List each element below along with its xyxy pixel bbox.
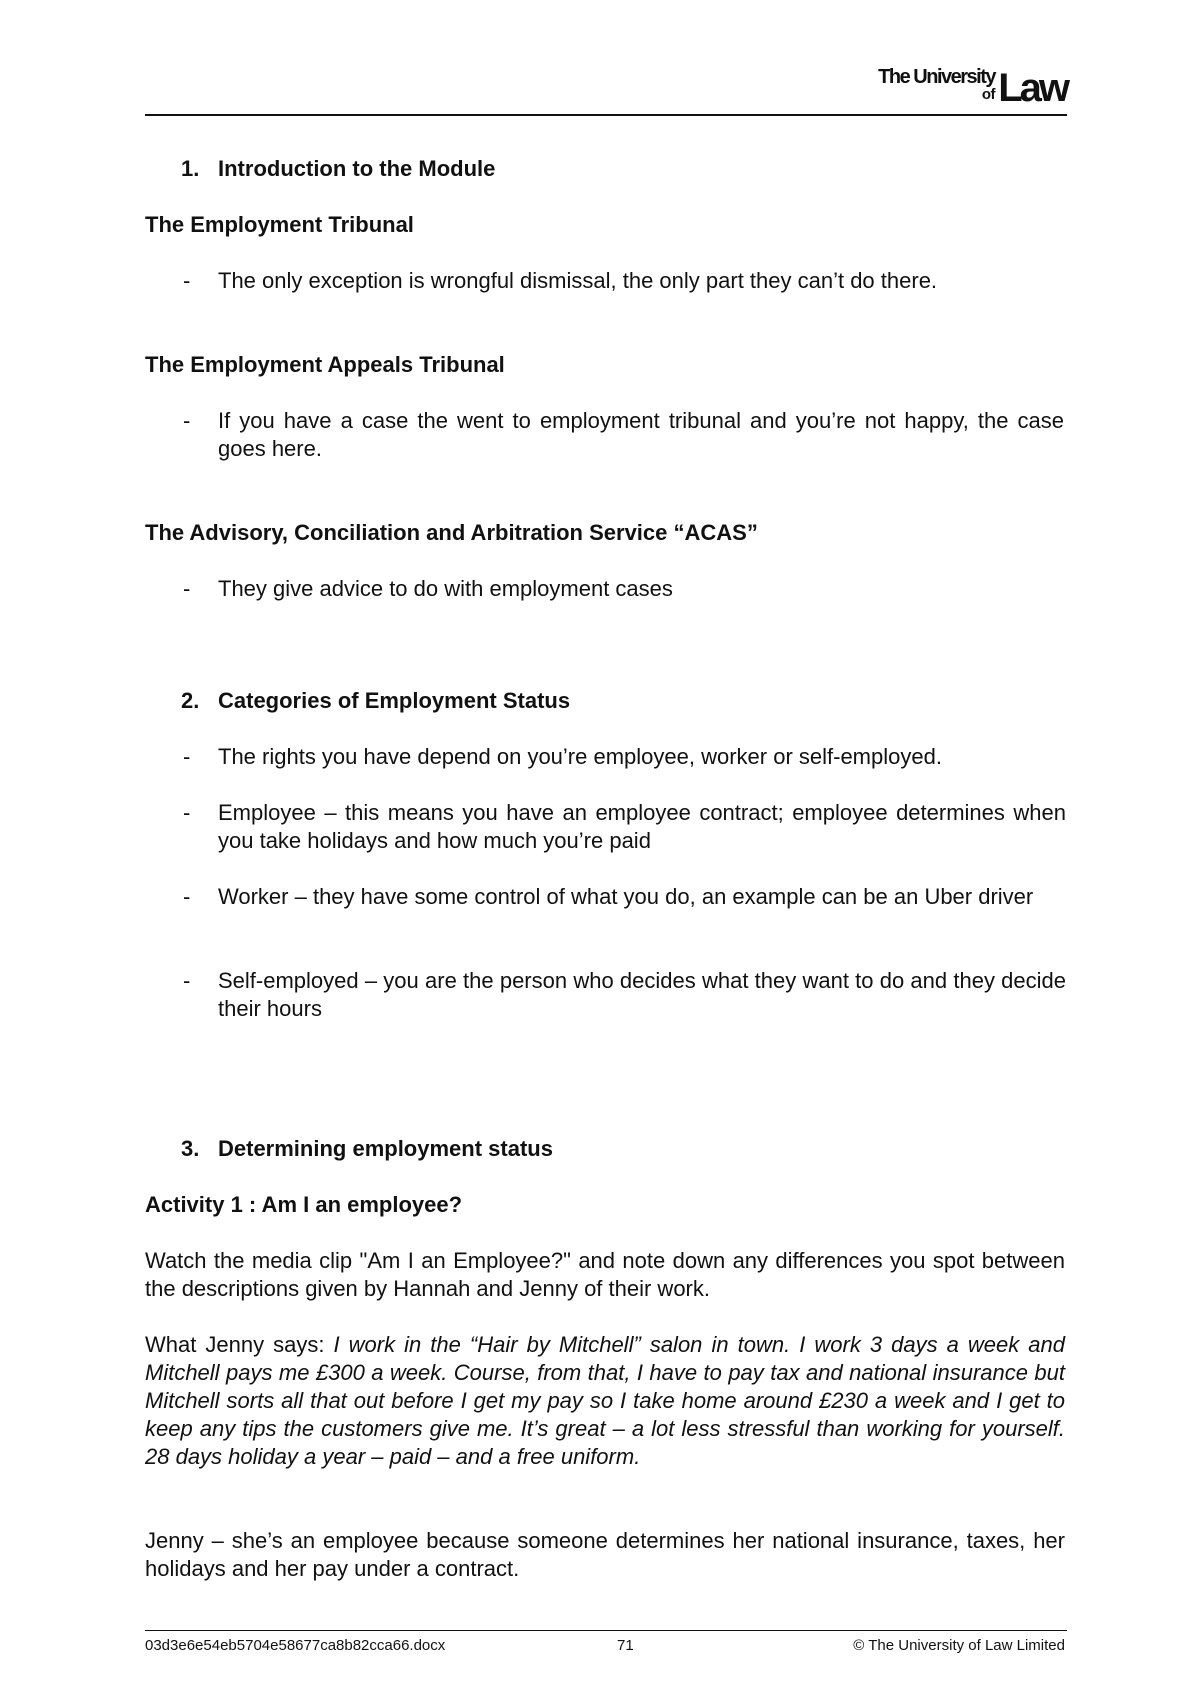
jenny-says-label: What Jenny says: <box>145 1332 334 1357</box>
employment-appeals-tribunal-bullet: If you have a case the went to employment tribunal and you’re not happy, the case goes here. <box>218 408 1064 461</box>
section-2-title: Categories of Employment Status <box>218 688 571 713</box>
section-1-number: 1. <box>181 156 200 181</box>
status-bullet-self-employed: Self-employed – you are the person who decides what they want to do and they decide their hours <box>218 968 1066 1021</box>
bullet-dash: - <box>183 744 191 769</box>
header-divider <box>145 114 1067 116</box>
status-bullet-employee: Employee – this means you have an employee contract; employee determines when you take holidays and how much you’re paid <box>218 800 1066 853</box>
bullet-dash: - <box>183 884 191 909</box>
footer-filename: 03d3e6e54eb5704e58677ca8b82cca66.docx <box>145 1637 446 1654</box>
university-of-law-logo <box>857 62 1067 112</box>
jenny-description <box>145 1331 1065 1471</box>
section-3-title: Determining employment status <box>218 1136 553 1161</box>
jenny-analysis-note: Jenny – she’s an employee because someone determines her national insurance, taxes, her holidays and her pay under a contract. <box>145 1528 1065 1581</box>
section-2-number: 2. <box>181 688 200 713</box>
footer-divider <box>145 1630 1067 1631</box>
acas-heading: The Advisory, Conciliation and Arbitration Service “ACAS” <box>145 520 758 545</box>
logo-text-of: of <box>981 86 995 103</box>
logo-text-university: The University <box>878 66 995 88</box>
bullet-dash: - <box>183 408 191 433</box>
bullet-dash: - <box>183 800 191 825</box>
footer-page-number: 71 <box>617 1637 634 1654</box>
acas-bullet: They give advice to do with employment cases <box>218 576 673 601</box>
activity-instructions: Watch the media clip "Am I an Employee?" and note down any differences you spot between the descriptions given by Hannah and Jenny of their work. <box>145 1248 1065 1301</box>
bullet-dash: - <box>183 268 191 293</box>
employment-tribunal-bullet: The only exception is wrongful dismissal, the only part they can’t do there. <box>218 268 938 293</box>
employment-tribunal-heading: The Employment Tribunal <box>145 212 414 237</box>
jenny-quote: I work in the “Hair by Mitchell” salon in town. I work 3 days a week and Mitchell pays me £300 a week. Course, from that, I have to pay tax and national insurance but Mitchell sorts all that out before I get my pay so I take home around £230 a week and I get to keep any tips the customers give me. It’s great – a lot less stressful than working for yourself. 28 days holiday a year – paid – and a free uniform. <box>145 1332 1065 1469</box>
status-bullet-worker: Worker – they have some control of what you do, an example can be an Uber driver <box>218 884 1034 909</box>
employment-appeals-tribunal-heading: The Employment Appeals Tribunal <box>145 352 505 377</box>
status-bullet-rights: The rights you have depend on you’re employee, worker or self-employed. <box>218 744 942 769</box>
activity-heading: Activity 1 : Am I an employee? <box>145 1192 463 1217</box>
section-1-title: Introduction to the Module <box>218 156 496 181</box>
bullet-dash: - <box>183 968 191 993</box>
bullet-dash: - <box>183 576 191 601</box>
footer-copyright: © The University of Law Limited <box>853 1637 1065 1654</box>
section-3-number: 3. <box>181 1136 200 1161</box>
logo-text-law: Law <box>998 66 1067 110</box>
